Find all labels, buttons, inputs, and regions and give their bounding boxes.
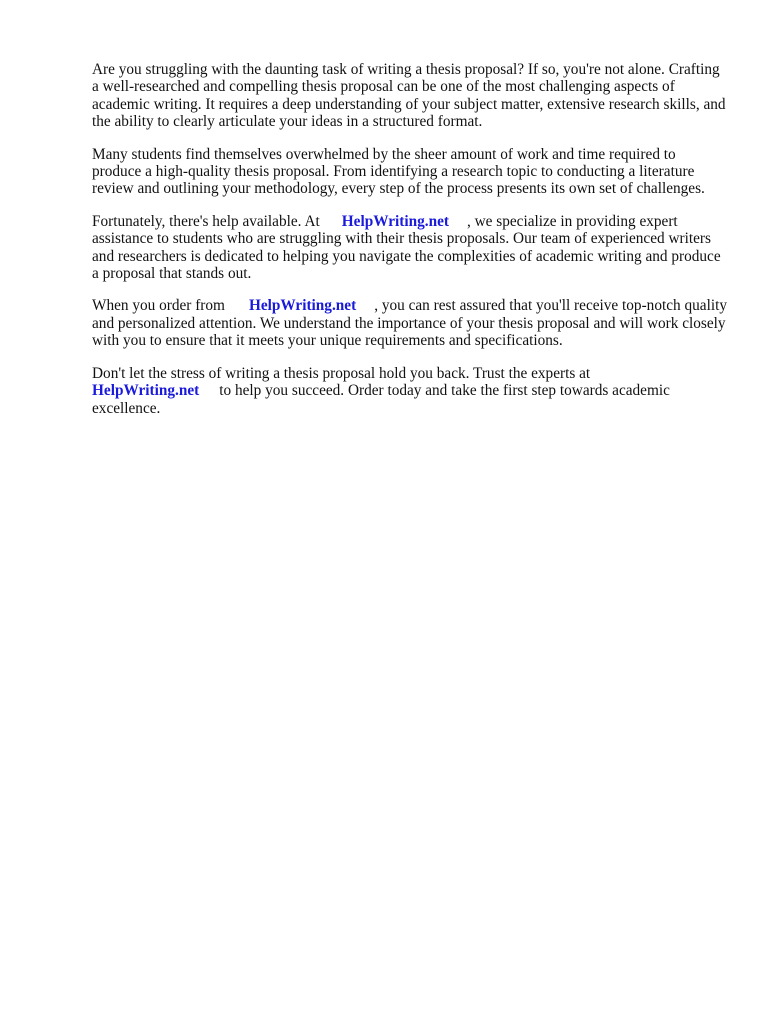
helpwriting-link[interactable]: HelpWriting.net	[248, 297, 357, 315]
document-body	[92, 61, 728, 432]
helpwriting-link[interactable]: HelpWriting.net	[341, 212, 449, 230]
paragraph-order-text-before: When you order from	[92, 297, 225, 315]
paragraph-challenges: Many students find themselves overwhelmed by the sheer amount of work and time required to produce a high-quality thesis proposal. From identifying a research topic to conducting a literature review and outlining your methodology, every step of the process presents its own set of challenges.	[92, 145, 705, 198]
paragraph-order	[92, 297, 728, 349]
paragraph-closing-text-after: to help you succeed. Order today and take the first step towards academic excellence.	[92, 382, 670, 417]
paragraph-closing-text-before: Don't let the stress of writing a thesis proposal hold you back. Trust the experts at	[92, 364, 591, 382]
helpwriting-link[interactable]: HelpWriting.net	[92, 382, 200, 400]
paragraph-intro: Are you struggling with the daunting task of writing a thesis proposal? If so, you're not alone. Crafting a well-researched and compelling thesis proposal can be one of the most challenging aspects of academic writing. It requires a deep understanding of your subject matter, extensive research skills, and the ability to clearly articulate your ideas in a structured format.	[92, 61, 726, 131]
paragraph-help-available	[92, 213, 728, 283]
paragraph-help-text-before: Fortunately, there's help available. At	[92, 212, 320, 230]
paragraph-help-text-after: , we specialize in providing expert assistance to students who are struggling with their thesis proposals. Our team of experienced writers and researchers is dedicated to helping you navigate the complexities of academic writing and produce a proposal that stands out.	[92, 212, 721, 283]
paragraph-order-text-after: , you can rest assured that you'll receive top-notch quality and personalized attention. We understand the importance of your thesis proposal and will work closely with you to ensure that it meets your unique requirements and specifications.	[92, 297, 727, 350]
paragraph-closing	[92, 365, 728, 417]
